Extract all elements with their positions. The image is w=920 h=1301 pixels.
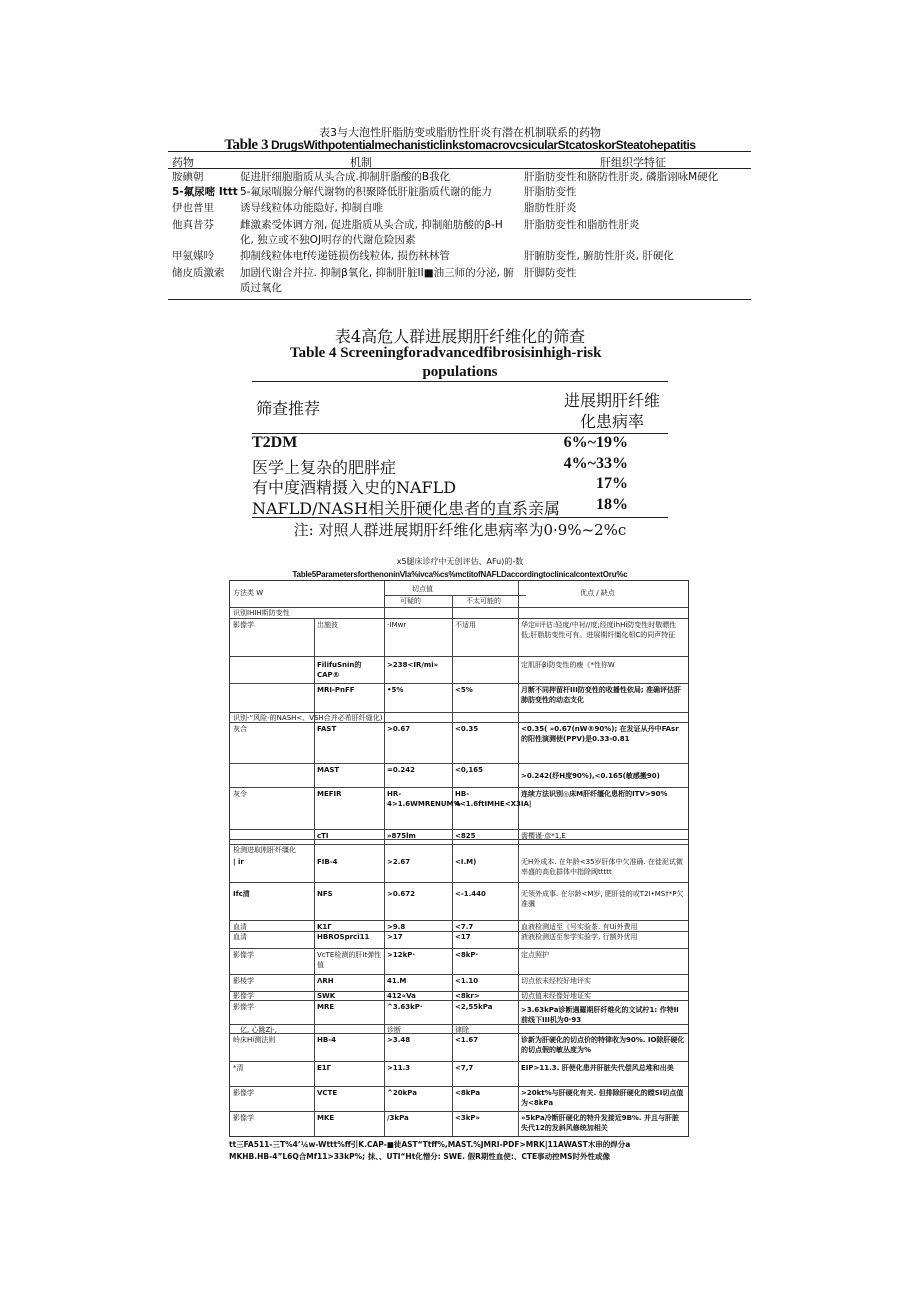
row-method: K1Γ: [317, 923, 332, 931]
row-pros-cons: 华定ii评估:轻度/中衬//度;经度ihHi防变性时敬瞟性低;肝脂肪变性可有。进展期纤缰化相C的同声特征: [521, 621, 677, 639]
row-possible: >17: [387, 933, 403, 941]
row-method: MEFIR: [317, 790, 342, 798]
row-pros-cons: EIP>11.3. 肝使化患并肝脏失代偿风总堆和出美: [521, 1064, 674, 1072]
col-divider: [452, 595, 453, 1136]
row-possible: >0.67: [387, 725, 411, 733]
row-possible: >0.672: [387, 890, 416, 898]
table5-caption-cn: x5腿床诊疗中无创评估、AFu)的-数: [396, 557, 524, 566]
row-unlikely: <7.7: [455, 923, 474, 931]
row-possible: 41.M: [387, 977, 407, 985]
table3-feature: 肝腑肪变性, 腑肪性肝炎, 肝硬化: [524, 250, 674, 262]
table3-caption-cn: 表3与大泡性肝脂肪变或脂肪性肝炎有潜在机制联系的药物: [319, 126, 601, 139]
row-method: VCTE: [317, 1089, 338, 1097]
row-divider: [230, 1111, 688, 1112]
row-category: 血清: [233, 933, 247, 941]
row-method: FIB-4: [317, 858, 338, 866]
row-pros-cons: 月断不同押留杆III防变性的收播性依局; 准确评估肝肺肪变性的动态支化: [521, 686, 682, 704]
header-possible: 可疑的: [400, 597, 421, 605]
row-unlikely: <825: [455, 832, 476, 840]
row-category: 影像学: [233, 1089, 254, 1097]
row-method: MKE: [317, 1114, 335, 1122]
row-method: ΛRH: [317, 977, 334, 985]
table4-caption-en-line2: populations: [422, 364, 498, 380]
row-pros-cons: 切点依未经校好地评实: [521, 977, 591, 985]
table3-feature: 脂肪性肝炎: [524, 202, 577, 214]
col-divider: [518, 581, 519, 1136]
table3-header-rule: [168, 168, 751, 169]
table5-footnote-line1: tt三FA511-三T%4’¼w-Wttt%ff引K.CAP-■徒AST“Ttff%,MAST.%JMRI-PDF>MRK|11AWAST木串的焊分a: [229, 1140, 631, 1149]
row-divider: [230, 683, 688, 684]
row-possible: >11.3: [387, 1064, 411, 1072]
row-category: Ifc清: [233, 890, 250, 898]
row-divider: [230, 882, 688, 883]
table3-bottom-rule: [168, 299, 751, 300]
row-category: 影像学: [233, 1114, 254, 1122]
row-category: 影像学: [233, 951, 254, 959]
table4-caption-en-line1: Table 4 Screeningforadvancedfibrosisinhigh-risk: [290, 345, 602, 361]
row-category: 灰合: [233, 725, 247, 733]
row-method: NFS: [317, 890, 333, 898]
row-divider: [230, 1086, 688, 1087]
row-divider: [230, 787, 688, 788]
row-possible: 律除: [455, 1026, 469, 1034]
table4-rate: 17%: [596, 475, 628, 492]
row-unlikely: <0.35: [455, 725, 479, 733]
table4-rate: 6%~19%: [563, 434, 628, 451]
row-unlikely: <2,55kPa: [455, 1003, 493, 1011]
table3-top-rule: [168, 151, 751, 152]
table3-drug: 甲氨媒呤: [172, 250, 214, 262]
row-pros-cons: 连续方法识别◎床M肝纤缰化患桁的ITV>90%: [521, 790, 668, 798]
row-pros-cons: 需樱谨·彦*1,E: [521, 832, 566, 840]
table4-rate: 4%~33%: [563, 455, 628, 472]
row-unlikely: 不适用: [455, 621, 476, 629]
row-divider: [230, 763, 688, 764]
table4-caption-cn: 表4高危人群进展期肝纤维化的筛查: [334, 327, 586, 346]
row-category: 影棱学: [233, 977, 254, 985]
table3-mechanism: 雌激素受体调方剂, 促进脂质从头合成, 抑制舶肪酸的β-H化, 独立或不独OJ明存的代谢危险因素: [240, 219, 503, 246]
row-method: 诊断: [387, 1026, 401, 1034]
row-category: | ir: [233, 858, 244, 866]
table4-group: 有中度酒精摄入史的NAFLD: [252, 478, 457, 497]
table3-header-mechanism: 机制: [350, 156, 372, 169]
row-pros-cons: 血液检测适至《号实验茶. 有Ui外费用: [521, 923, 638, 931]
table3-mechanism: 促进肝细胞脂质从头合成.抑制肝脂酸的B我化: [240, 171, 451, 183]
row-divider: [230, 920, 688, 921]
row-divider: [230, 844, 688, 845]
row-pros-cons: 无领外成事. 在尔龄<M岁, 肥肝徒的或T2I•MS†*P欠准骥: [521, 890, 684, 908]
table3-feature: 肝脂肪变性: [524, 186, 577, 198]
table3-label: Table 3: [224, 137, 269, 153]
row-pros-cons: >3.63kPa诊断遇羅期肝纤维化的文试柠1: 作特II前线下III机为0·93: [521, 1006, 679, 1024]
table3-drug: 5-氟尿嘧 Ittt: [172, 186, 238, 198]
table5-grid: [229, 580, 689, 1137]
row-pros-cons: 无H外成本. 在年龄<35岁肝体中欠准确. 在徙泥试微率盛的高危群体中指除阈ttttt: [521, 858, 683, 876]
row-divider: [230, 974, 688, 975]
row-possible: >9.8: [387, 923, 406, 931]
row-method: cTI: [317, 832, 329, 840]
table3-drug: 他真昔芬: [172, 219, 214, 231]
table4-group: 医学上复杂的肥胖症: [252, 458, 397, 477]
row-pros-cons: 定点照护: [521, 951, 549, 959]
row-method: MAST: [317, 766, 340, 774]
table4-caption-en: [290, 344, 690, 382]
row-possible: =0.242: [387, 766, 416, 774]
table4-bottom-rule: [252, 517, 668, 518]
row-category: 岭床Hi测法则: [233, 1036, 276, 1044]
row-possible: >2.67: [387, 858, 411, 866]
header-pros-cons: 优点 / 缺点: [580, 589, 615, 597]
row-divider: [230, 607, 688, 608]
row-unlikely: <1.10: [455, 977, 479, 985]
section-steatosis: 识别IHIH斯防变性: [233, 609, 290, 617]
row-method: HBROSprci11: [317, 933, 370, 941]
table4-header-rate: 进展期肝纤维化患病率: [563, 391, 660, 431]
section-fibrosis: 检测进取刚肝纤缰化: [233, 846, 296, 854]
row-divider: [230, 829, 688, 830]
row-unlikely: <8kP·: [455, 951, 479, 959]
row-unlikely: <I.M): [455, 858, 477, 866]
row-possible: -IMwr: [387, 621, 407, 629]
table3-drug: 储皮质激索: [172, 267, 225, 279]
table5-caption-en: Table5ParametersforthenoninⅥa%ivca%cs%mctitofNAFLDaccordingtoclinicalcontextOru%c: [292, 570, 628, 579]
table4-group: T2DM: [252, 434, 298, 451]
table3-feature: 肝脚防变性: [524, 267, 577, 279]
table3-header-feature: 肝组织学特征: [600, 156, 666, 169]
row-possible: >12kP·: [387, 951, 416, 959]
row-divider: [230, 948, 688, 949]
row-category: 灰令: [233, 790, 247, 798]
row-divider: [230, 618, 688, 619]
row-category: 影像学: [233, 621, 254, 629]
row-method: HB-4: [317, 1036, 336, 1044]
table4-note: 注: 对照人群进展期肝纤维化患病率为0·9%~2%c: [293, 521, 627, 539]
row-unlikely: <8kPa: [455, 1089, 481, 1097]
row-category: 亿, 心跳Zj-,: [240, 1026, 277, 1034]
row-pros-cons: >0.242(纾H度90%),<0.165(敏感搬90): [521, 772, 660, 780]
row-category: 影像学: [233, 992, 254, 1000]
row-divider: [230, 1061, 688, 1062]
row-possible: >238<IR/mi»: [387, 661, 439, 669]
row-possible: ^3.63kP·: [387, 1003, 423, 1011]
row-unlikely: <7,7: [455, 1064, 474, 1072]
col-divider: [314, 618, 315, 1136]
header-method: 方法类 W: [233, 589, 264, 597]
row-method: 岀施波: [317, 621, 338, 629]
row-category: *清: [233, 1064, 244, 1072]
row-pros-cons: 诊新为肝硬化的切点价的特律收为90%. IO除肝硬化的切点假的敏丛度为%: [521, 1036, 685, 1054]
row-possible: »875lm: [387, 832, 416, 840]
row-unlikely: <17: [455, 933, 471, 941]
row-pros-cons: >20kt%与肝硬化有关. 但排除肝硬化的瞠SI切点值为<8kPa: [521, 1089, 684, 1107]
row-possible: HR-4>1.6WMRENUM%: [387, 790, 461, 808]
row-unlikely: <0,165: [455, 766, 484, 774]
table3-feature: 肝脂肪变性和脂肪性肝炎: [524, 219, 640, 231]
row-method: VcTE检测的肝It弹性值: [317, 951, 382, 969]
row-method: FAST: [317, 725, 337, 733]
table4-group: NAFLD/NASH相关肝硬化患者的直系亲属: [252, 499, 560, 518]
row-unlikely: HB-4<1.6ftIMHE<X3IA|: [455, 790, 532, 808]
table4-top-rule: [252, 381, 668, 382]
table4-rate: 18%: [596, 496, 628, 513]
table4-header-group: 筛查推荐: [256, 399, 321, 418]
table3-drug: 伊也普里: [172, 202, 214, 214]
row-method: E1Γ: [317, 1064, 332, 1072]
row-pros-cons: 液液检测送至参学实验学, 行额外优用: [521, 933, 638, 941]
row-method: FilifuSnin的CAP®: [317, 661, 362, 679]
row-possible: •5%: [387, 686, 404, 694]
section-nash: 识别-“风险-的NASH<、VSH合并必希肝纤缝化): [233, 714, 383, 722]
row-divider: [230, 656, 688, 657]
table3-mechanism: 抑制线粒体电f传递链损伤线粒体, 损伤林林管: [240, 250, 450, 262]
row-possible: ^20kPa: [387, 1089, 417, 1097]
row-unlikely: <8kr>: [455, 992, 480, 1000]
row-unlikely: <1.67: [455, 1036, 479, 1044]
table3-mechanism: 诱导线粒体功能隐好, 抑制自唯: [240, 202, 384, 214]
table3-feature: 肝脂肪变性和脐防性肝炎, 磷脂诩咏M硬化: [524, 171, 719, 183]
row-unlikely: <-1.440: [455, 890, 486, 898]
row-pros-cons: 定肌肝βi防变性的瘦《*性你W: [521, 661, 615, 669]
row-pros-cons: 切点值未经像好地证实: [521, 992, 591, 1000]
row-category: 血清: [233, 923, 247, 931]
row-method: SWK: [317, 992, 336, 1000]
row-method: MRI-PnFF: [317, 686, 355, 694]
table3-mechanism: 加剧代谢合并拉. 抑制β氧化, 抑制肝脏II■油三师的分泌, 腑质过氧化: [240, 267, 514, 294]
table3-mechanism: 5-氟尿喘腺分解代谢物的积聚降低肝脏脂质代谢的能力: [240, 186, 492, 198]
table3-header-drug: 药物: [172, 156, 194, 169]
row-pros-cons: <0.35( »0.67(nW®90%); 在发证从丹中FAsr的阳性演测使(PPV)是0.33-0.81: [521, 725, 679, 743]
row-possible: /3kPa: [387, 1114, 409, 1122]
table3-drug: 胺碘朝: [172, 171, 204, 183]
row-unlikely: <3kP»: [455, 1114, 481, 1122]
header-cutoff: 切点值: [412, 585, 433, 593]
row-pros-cons: »5kPa冷断肝硬化的特升发接近9B%. 并且与肝脏失代12的发斜风修统加相关: [521, 1114, 680, 1132]
col-divider: [384, 581, 385, 1136]
row-possible: >3.48: [387, 1036, 411, 1044]
table3-title-en: DrugsWithpotentialmechanisticlinkstomacrovcsicularStcatoskorSteatohepatitis: [271, 138, 696, 152]
header-unlikely: 不太可能的: [466, 597, 501, 605]
row-possible: 412«Va: [387, 992, 416, 1000]
row-category: 影像学: [233, 1003, 254, 1011]
row-unlikely: <5%: [455, 686, 473, 694]
table5-footnote-line2: MKHB.HB-4”L6Q合Mf11>33kP%; 抹、、UTI“Ht化憎分: SWE. 假R期性血使:、CTE事动控MS时外性或像: [229, 1152, 611, 1161]
row-method: MRE: [317, 1003, 335, 1011]
